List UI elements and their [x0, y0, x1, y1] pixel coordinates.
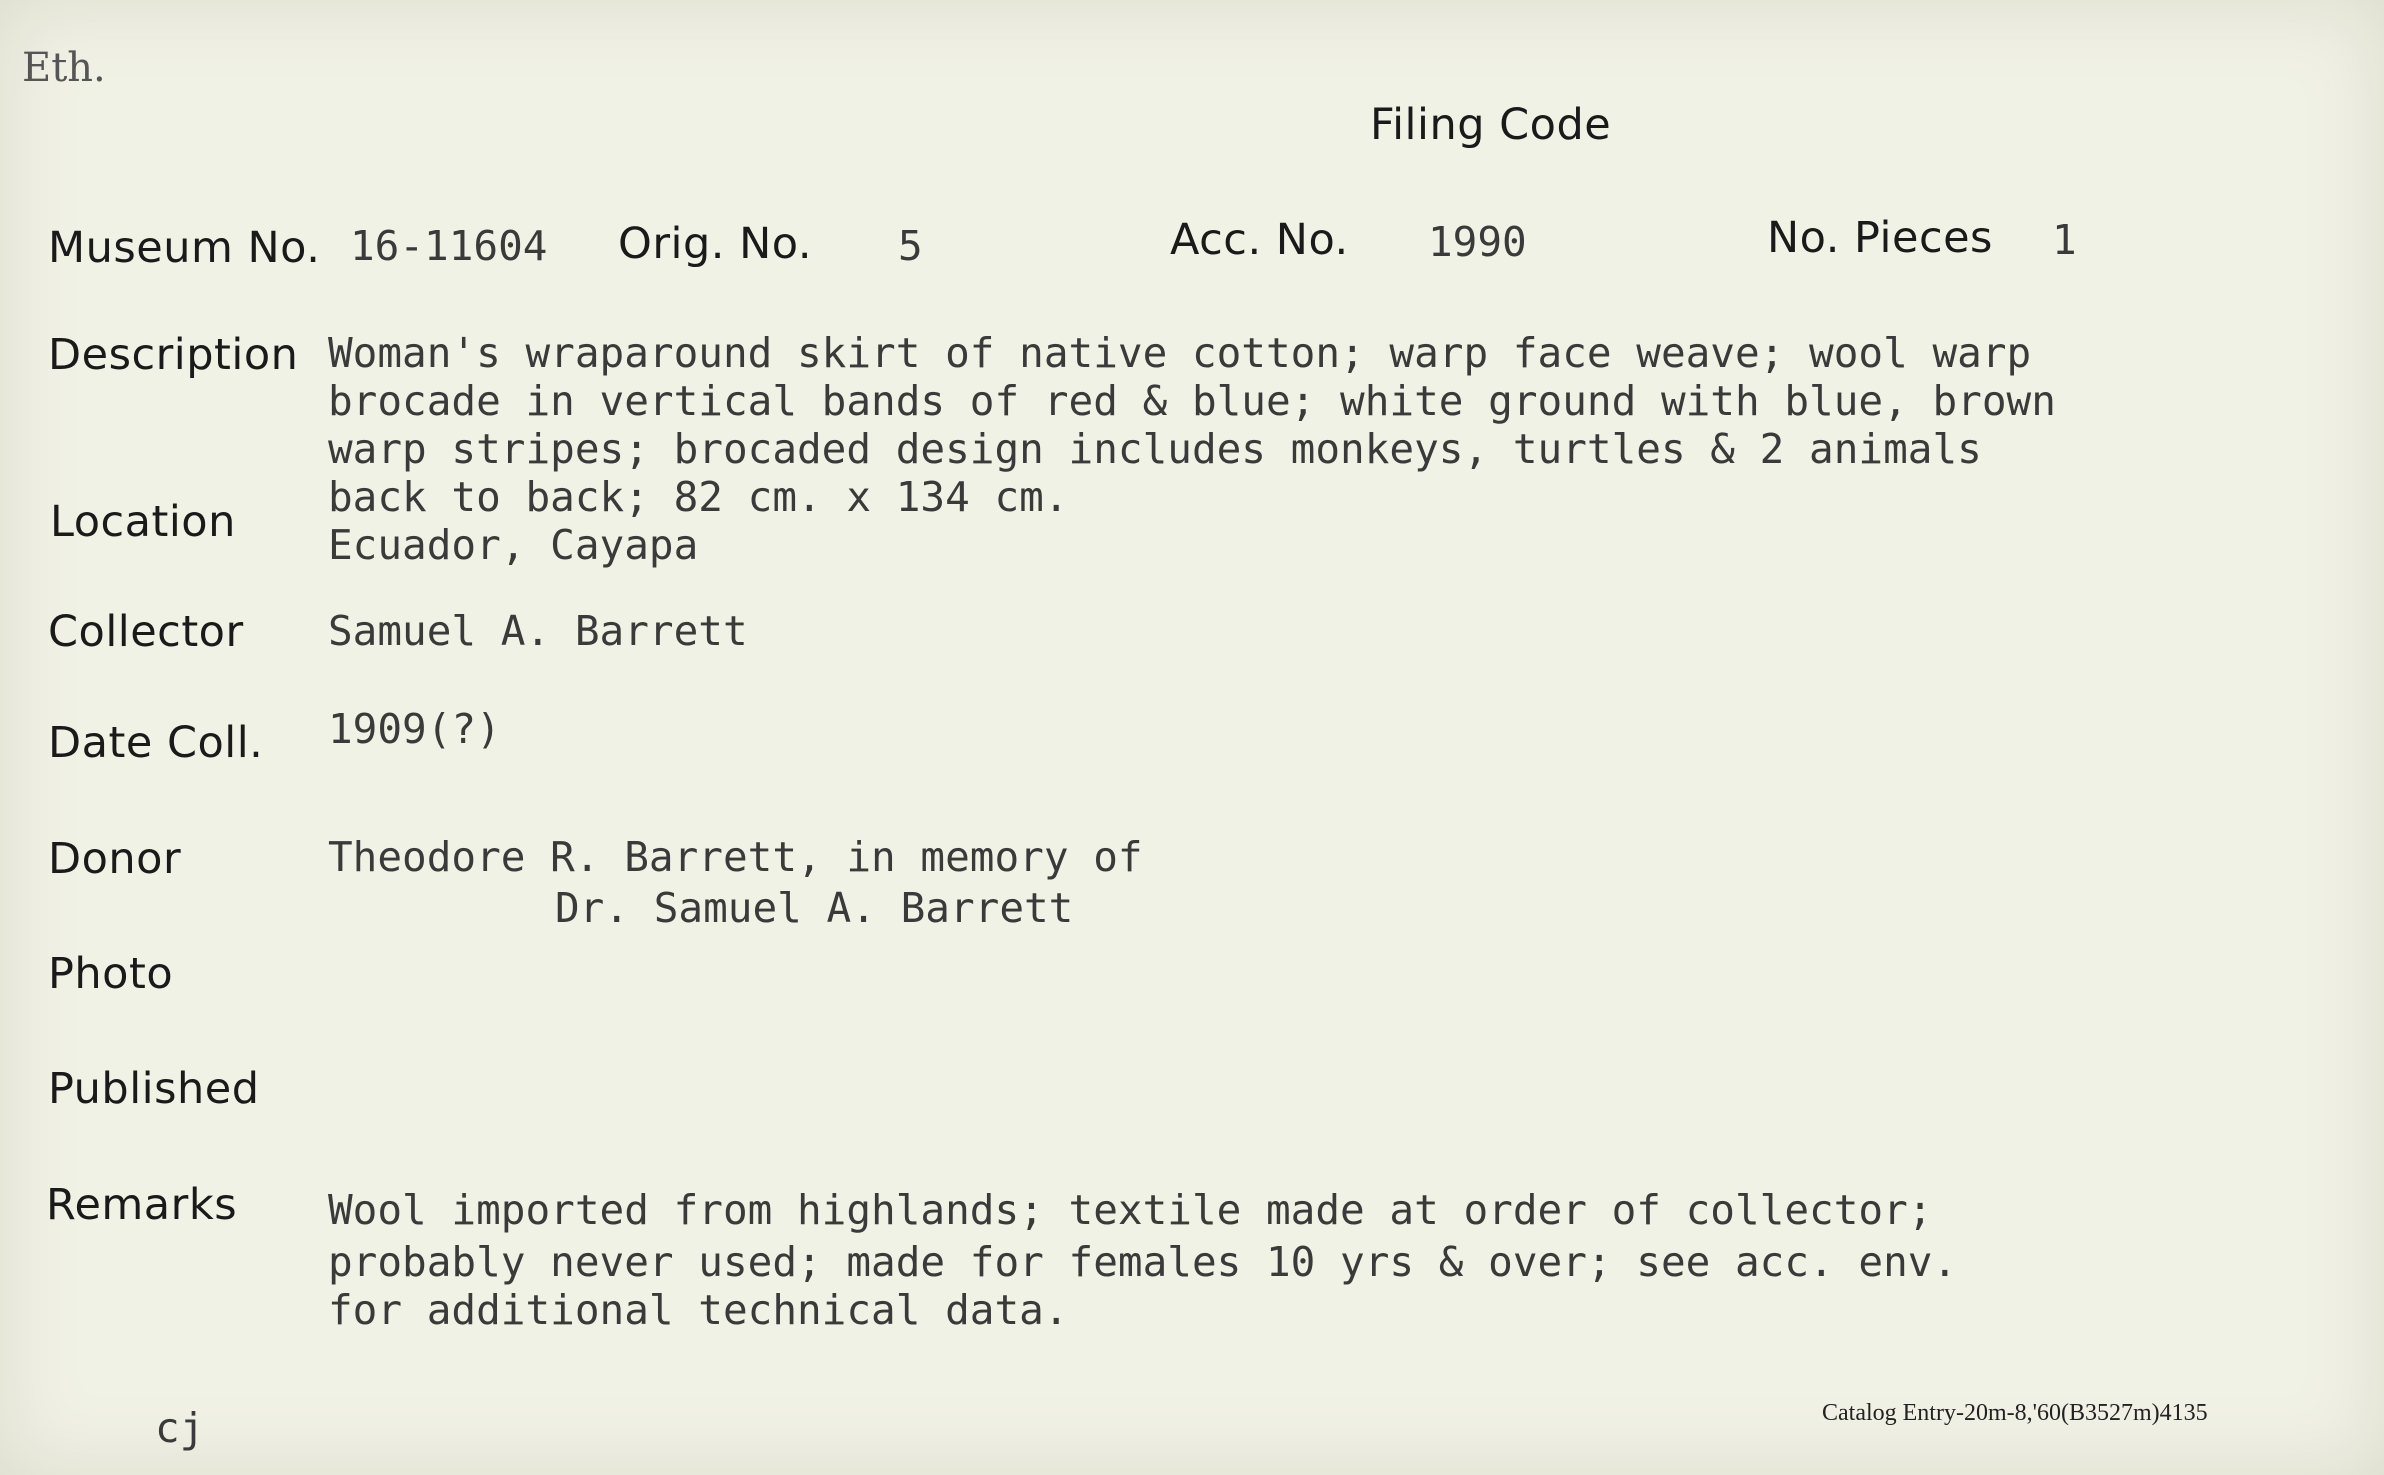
description-line-2: brocade in vertical bands of red & blue; white ground with blue, brown — [328, 377, 2056, 425]
donor-line-1: Theodore R. Barrett, in memory of — [328, 833, 1143, 881]
collector-label: Collector — [48, 607, 244, 657]
description-line-4: back to back; 82 cm. x 134 cm. — [328, 473, 1069, 521]
description-label: Description — [48, 330, 299, 380]
description-line-3: warp stripes; brocaded design includes monkeys, turtles & 2 animals — [328, 425, 1982, 473]
remarks-label: Remarks — [46, 1180, 238, 1230]
location-label: Location — [50, 497, 236, 547]
catalog-entry-imprint: Catalog Entry-20m-8,'60(B3527m)4135 — [1822, 1400, 2208, 1426]
orig-no-label: Orig. No. — [618, 219, 812, 269]
remarks-line-2: probably never used; made for females 10 yrs & over; see acc. env. — [328, 1238, 1958, 1286]
donor-label: Donor — [48, 834, 182, 884]
no-pieces-value: 1 — [2052, 216, 2077, 264]
date-coll-label: Date Coll. — [48, 718, 264, 768]
donor-line-2: Dr. Samuel A. Barrett — [555, 884, 1074, 932]
published-label: Published — [48, 1064, 260, 1114]
filing-code-label: Filing Code — [1370, 100, 1612, 150]
date-coll-value: 1909(?) — [328, 705, 501, 753]
photo-label: Photo — [48, 949, 174, 999]
orig-no-value: 5 — [898, 222, 923, 270]
remarks-line-3: for additional technical data. — [328, 1286, 1069, 1334]
location-value: Ecuador, Cayapa — [328, 521, 699, 569]
acc-no-value: 1990 — [1428, 218, 1527, 266]
no-pieces-label: No. Pieces — [1767, 213, 1993, 263]
remarks-line-1: Wool imported from highlands; textile made at order of collector; — [328, 1186, 1933, 1234]
museum-no-label: Museum No. — [48, 223, 321, 273]
acc-no-label: Acc. No. — [1170, 215, 1349, 265]
initials: cj — [155, 1404, 205, 1452]
description-line-1: Woman's wraparound skirt of native cotton; warp face weave; wool warp — [328, 329, 2032, 377]
eth-mark: Eth. — [22, 45, 106, 91]
collector-value: Samuel A. Barrett — [328, 607, 748, 655]
museum-no-value: 16-11604 — [350, 222, 548, 270]
